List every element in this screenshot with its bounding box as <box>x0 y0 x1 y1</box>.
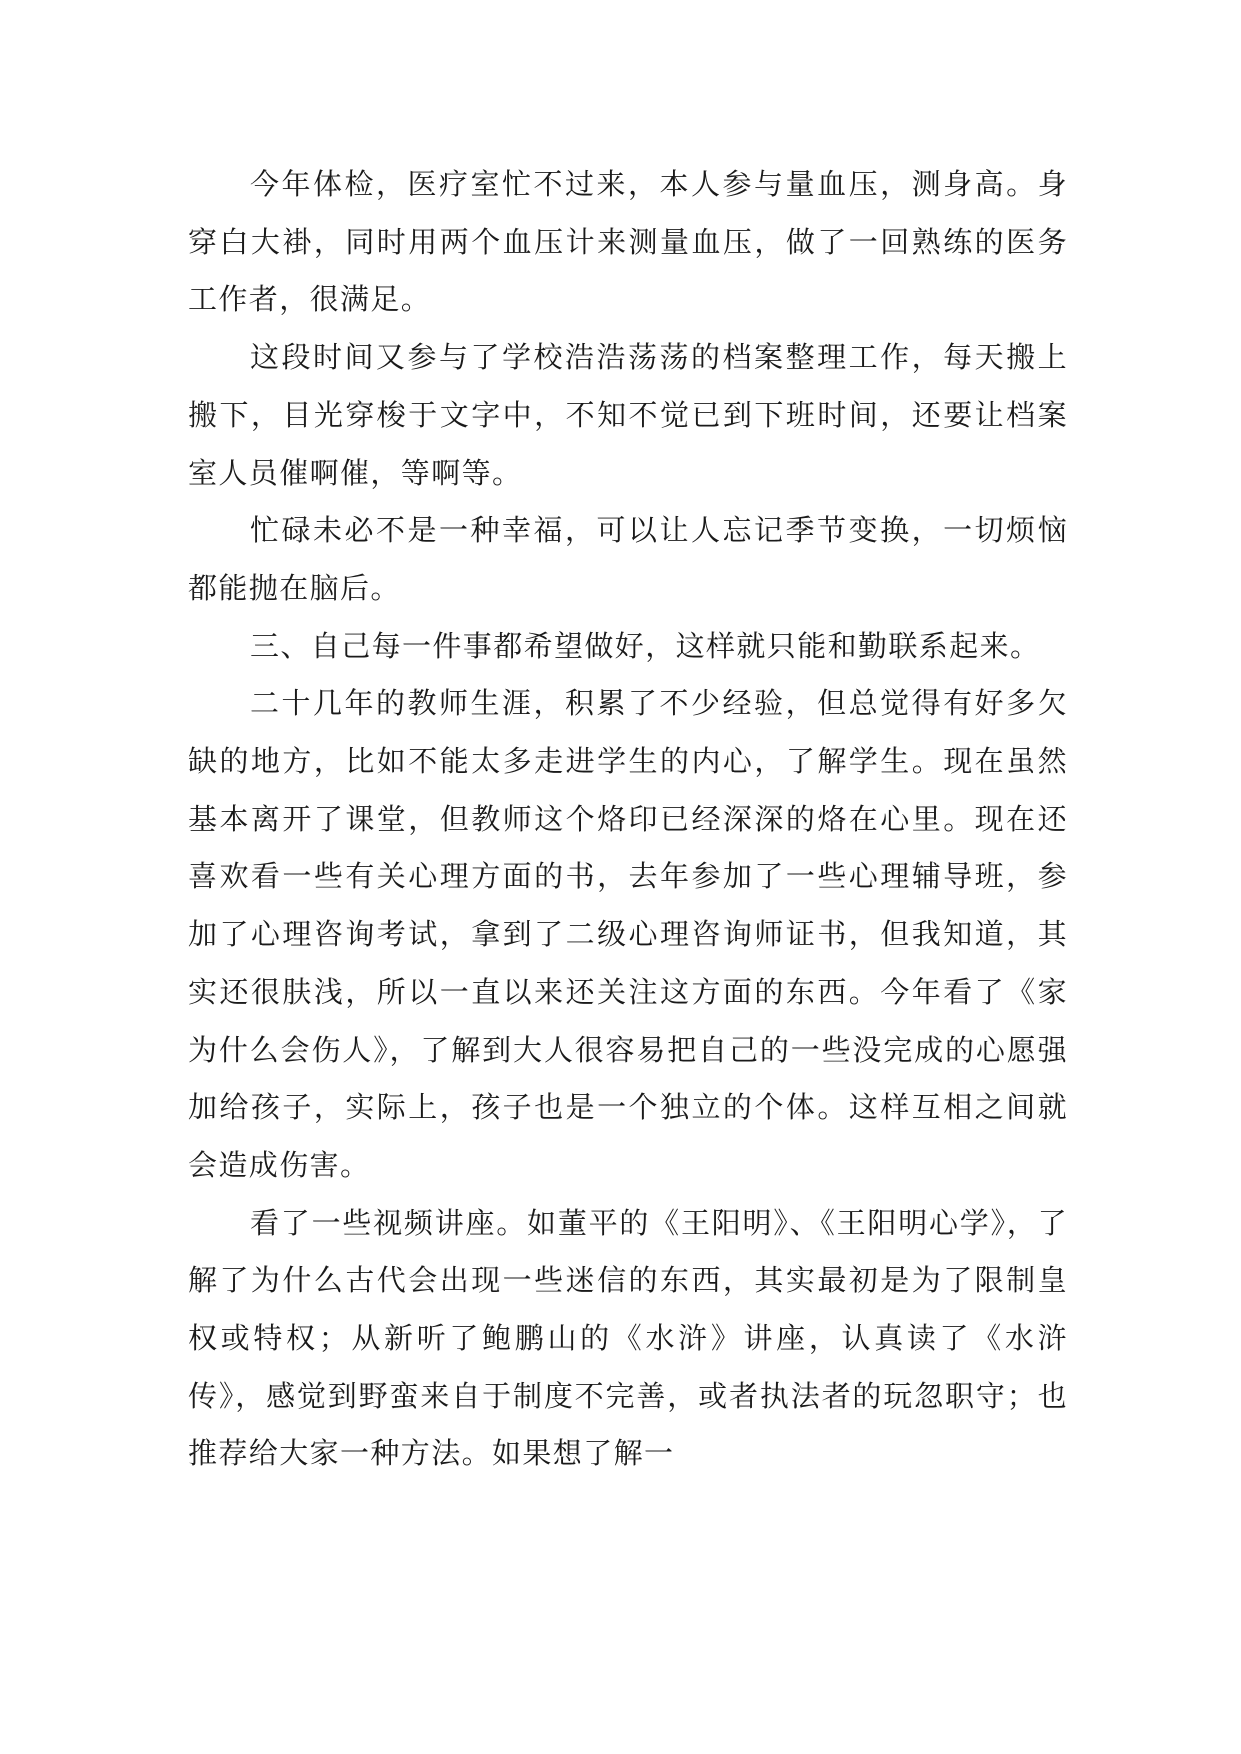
document-body <box>188 156 1068 1483</box>
paragraph-medical-checkup: 今年体检，医疗室忙不过来，本人参与量血压，测身高。身穿白大褂，同时用两个血压计来测量血压，做了一回熟练的医务工作者，很满足。 <box>188 167 1068 317</box>
paragraph-section-three: 三、自己每一件事都希望做好，这样就只能和勤联系起来。 <box>250 628 1041 663</box>
paragraph-video-lectures: 看了一些视频讲座。如董平的《王阳明》、《王阳明心学》，了解了为什么古代会出现一些迷信的东西，其实最初是为了限制皇权或特权；从新听了鲍鹏山的《水浒》讲座，认真读了《水浒传》，感觉到野蛮来自于制度不完善，或者执法者的玩忽职守；也推荐给大家一种方法。如果想了解一 <box>188 1205 1068 1471</box>
paragraph-archive-work: 这段时间又参与了学校浩浩荡荡的档案整理工作，每天搬上搬下，目光穿梭于文字中，不知不觉已到下班时间，还要让档案室人员催啊催，等啊等。 <box>188 340 1068 490</box>
paragraph-teaching-career: 二十几年的教师生涯，积累了不少经验，但总觉得有好多欠缺的地方，比如不能太多走进学生的内心，了解学生。现在虽然基本离开了课堂，但教师这个烙印已经深深的烙在心里。现在还喜欢看一些有关心理方面的书，去年参加了一些心理辅导班，参加了心理咨询考试，拿到了二级心理咨询师证书，但我知道，其实还很肤浅，所以一直以来还关注这方面的东西。今年看了《家为什么会伤人》，了解到大人很容易把自己的一些没完成的心愿强加给孩子，实际上，孩子也是一个独立的个体。这样互相之间就会造成伤害。 <box>188 686 1068 1182</box>
paragraph-busy-happiness: 忙碌未必不是一种幸福，可以让人忘记季节变换，一切烦恼都能抛在脑后。 <box>188 513 1068 605</box>
